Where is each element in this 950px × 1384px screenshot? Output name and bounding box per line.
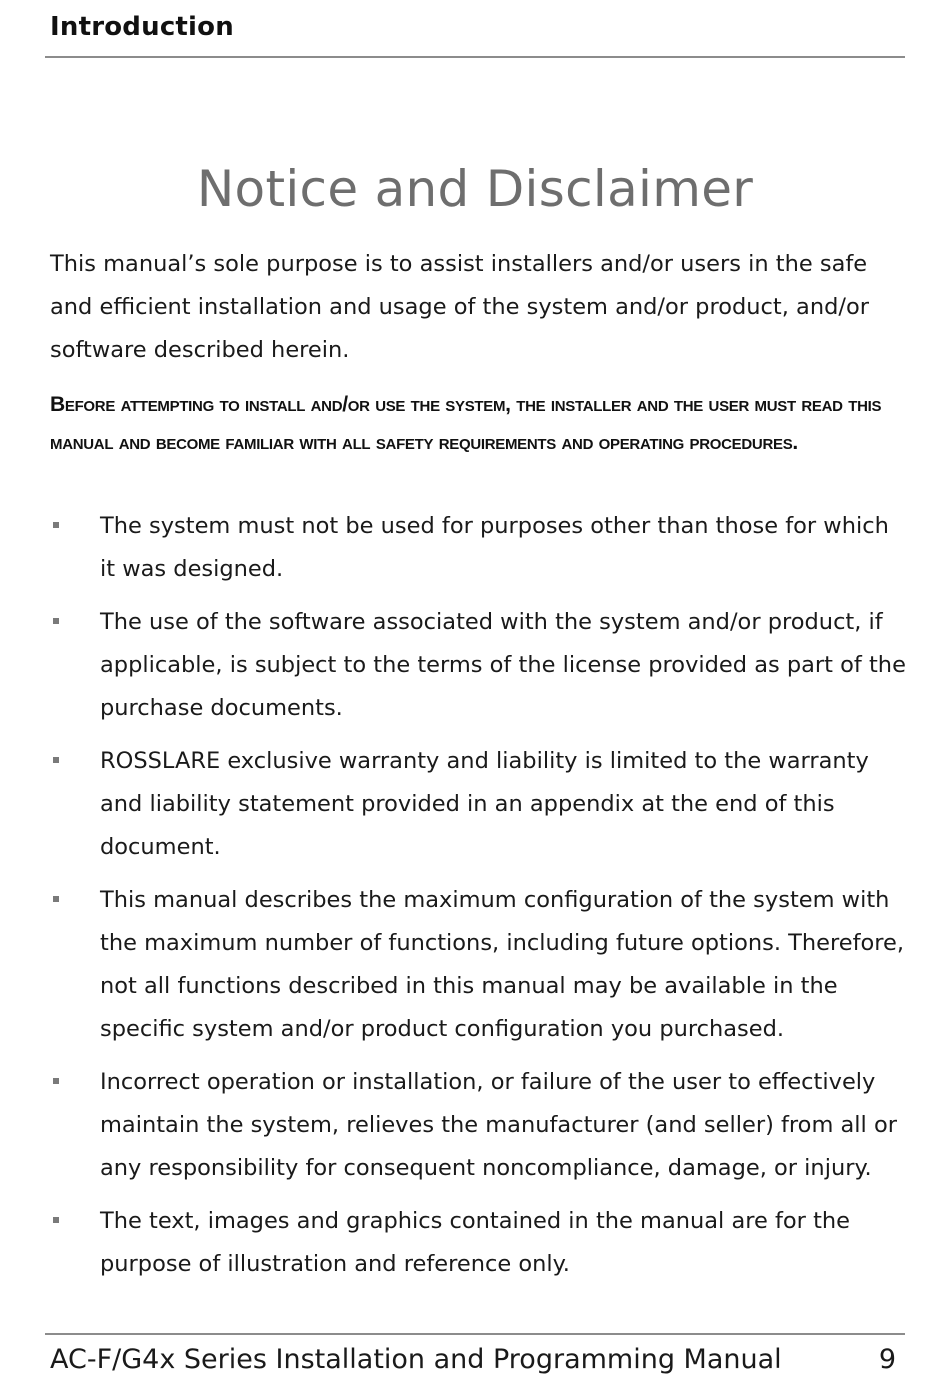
square-bullet-icon — [53, 1078, 59, 1084]
square-bullet-icon — [53, 618, 59, 624]
safety-warning: Before attempting to install and/or use the system, the installer and the user must read this manual and become familiar with all safety requirements and operating procedures. — [50, 393, 882, 454]
list-item — [50, 601, 910, 730]
list-item — [50, 1200, 910, 1286]
page-title: Notice and Disclaimer — [196, 159, 754, 218]
footer-divider — [45, 1333, 905, 1335]
list-item-text: The system must not be used for purposes other than those for which it was designed. — [100, 513, 889, 582]
footer-manual-title: AC-F/G4x Series Installation and Programming Manual — [50, 1344, 782, 1375]
list-item-text: This manual describes the maximum configuration of the system with the maximum number of functions, including future options. Therefore, not all functions described in this manual may be available in the specific system and/or product configuration you purchased. — [100, 887, 905, 1042]
list-item-text: Incorrect operation or installation, or failure of the user to effectively maintain the system, relieves the manufacturer (and seller) from all or any responsibility for consequent noncompliance, damage, or injury. — [100, 1069, 897, 1181]
list-item — [50, 505, 910, 591]
list-item — [50, 879, 910, 1051]
square-bullet-icon — [53, 1217, 59, 1223]
page-number: 9 — [878, 1344, 896, 1375]
list-item — [50, 1061, 910, 1190]
square-bullet-icon — [53, 896, 59, 902]
square-bullet-icon — [53, 522, 59, 528]
list-item-text: ROSSLARE exclusive warranty and liability is limited to the warranty and liability statement provided in an appendix at the end of this document. — [100, 748, 869, 860]
list-item — [50, 740, 910, 869]
disclaimer-list — [50, 505, 910, 1296]
square-bullet-icon — [53, 757, 59, 763]
header-divider — [45, 56, 905, 58]
intro-paragraph: This manual’s sole purpose is to assist installers and/or users in the safe and efficient installation and usage of the system and/or product, and/or software described herein. — [50, 251, 869, 363]
list-item-text: The text, images and graphics contained in the manual are for the purpose of illustration and reference only. — [100, 1208, 851, 1277]
list-item-text: The use of the software associated with the system and/or product, if applicable, is subject to the terms of the license provided as part of the purchase documents. — [100, 609, 906, 721]
running-header: Introduction — [50, 12, 234, 42]
